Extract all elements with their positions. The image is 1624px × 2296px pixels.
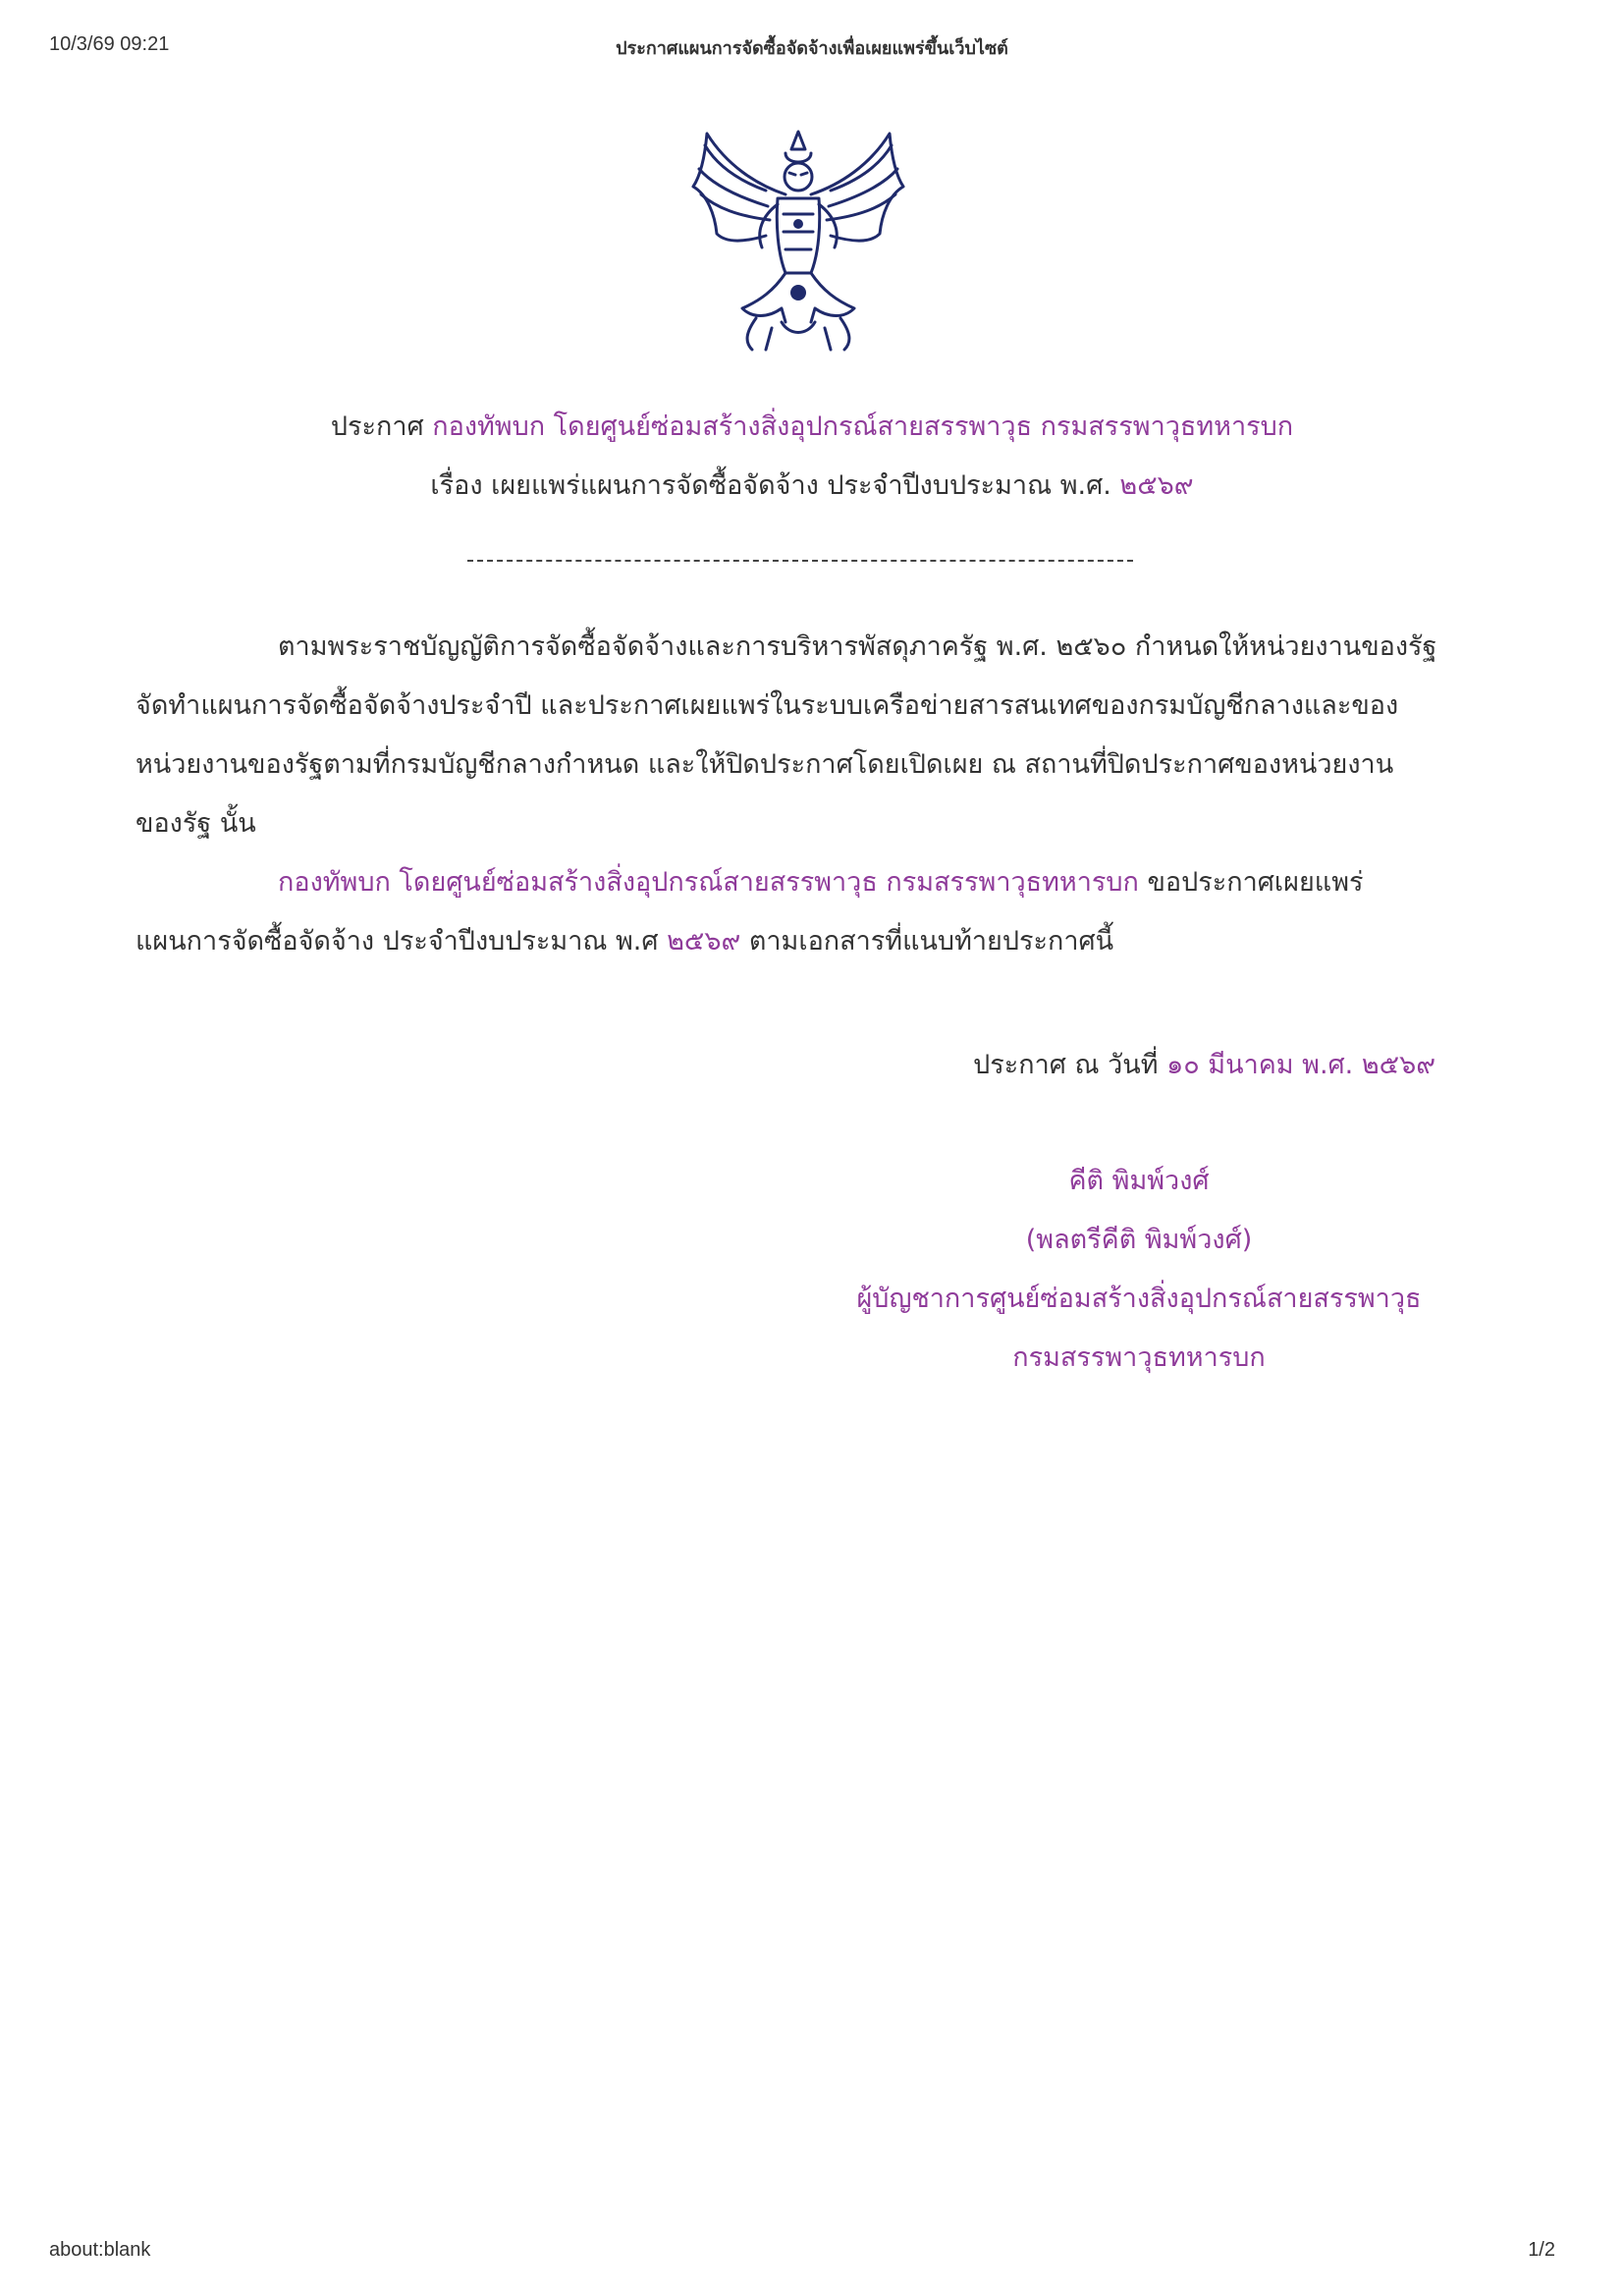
print-datetime: 10/3/69 09:21: [49, 33, 170, 55]
signature-unit: กรมสรรพาวุธทหารบก: [1012, 1342, 1266, 1373]
paragraph2-line1: [278, 860, 1364, 902]
paragraph2-agency: กองทัพบก โดยศูนย์ซ่อมสร้างสิ่งอุปกรณ์สายสรรพาวุธ กรมสรรพาวุธทหารบก: [278, 867, 1139, 898]
heading-line1: [0, 405, 1624, 447]
subject-year: ๒๕๖๙: [1119, 470, 1194, 501]
paragraph1-line2: จัดทำแผนการจัดซื้อจัดจ้างประจำปี และประกาศเผยแพร่ในระบบเครือข่ายสารสนเทศของกรมบัญชีกลางและของ: [135, 690, 1399, 721]
signature-full-name: (พลตรีคีติ พิมพ์วงศ์): [1025, 1225, 1253, 1255]
paragraph2-year: ๒๕๖๙: [667, 926, 741, 957]
heading-prefix: ประกาศ: [330, 411, 424, 442]
subject-text: เรื่อง เผยแพร่แผนการจัดซื้อจัดจ้าง ประจำปีงบประมาณ พ.ศ.: [430, 470, 1111, 501]
garuda-emblem-icon: [687, 126, 909, 354]
paragraph2-line2-prefix: แผนการจัดซื้อจัดจ้าง ประจำปีงบประมาณ พ.ศ: [135, 926, 668, 957]
heading-agency: กองทัพบก โดยศูนย์ซ่อมสร้างสิ่งอุปกรณ์สายสรรพาวุธ กรมสรรพาวุธทหารบก: [432, 411, 1294, 442]
paragraph1-line1: ตามพระราชบัญญัติการจัดซื้อจัดจ้างและการบริหารพัสดุภาครัฐ พ.ศ. ๒๕๖๐ กำหนดให้หน่วยงานของรัฐ: [278, 631, 1437, 662]
paragraph1-line4: ของรัฐ นั้น: [135, 808, 256, 839]
announcement-date: [973, 1043, 1435, 1085]
announcement-date-prefix: ประกาศ ณ วันที่: [973, 1050, 1167, 1080]
paragraph2-line2-suffix: ตามเอกสารที่แนบท้ายประกาศนี้: [740, 926, 1114, 957]
announcement-date-value: ๑๐ มีนาคม พ.ศ. ๒๕๖๙: [1166, 1050, 1435, 1080]
heading-subject: [0, 464, 1624, 506]
signature-name: คีติ พิมพ์วงศ์: [1068, 1166, 1210, 1196]
signature-position: ผู้บัญชาการศูนย์ซ่อมสร้างสิ่งอุปกรณ์สายสรรพาวุธ: [856, 1284, 1422, 1314]
dashed-divider: [467, 560, 1133, 562]
footer-url: about:blank: [49, 2239, 151, 2261]
footer-page-number: 1/2: [1528, 2239, 1555, 2261]
paragraph2-line1-suffix: ขอประกาศเผยแพร่: [1138, 867, 1364, 898]
paragraph2-line2: [135, 919, 1113, 961]
paragraph1-line3: หน่วยงานของรัฐตามที่กรมบัญชีกลางกำหนด และให้ปิดประกาศโดยเปิดเผย ณ สถานที่ปิดประกาศของหน่วยงาน: [135, 749, 1394, 780]
print-page-title: ประกาศแผนการจัดซื้อจัดจ้างเพื่อเผยแพร่ขึ้นเว็บไซต์: [616, 38, 1008, 59]
